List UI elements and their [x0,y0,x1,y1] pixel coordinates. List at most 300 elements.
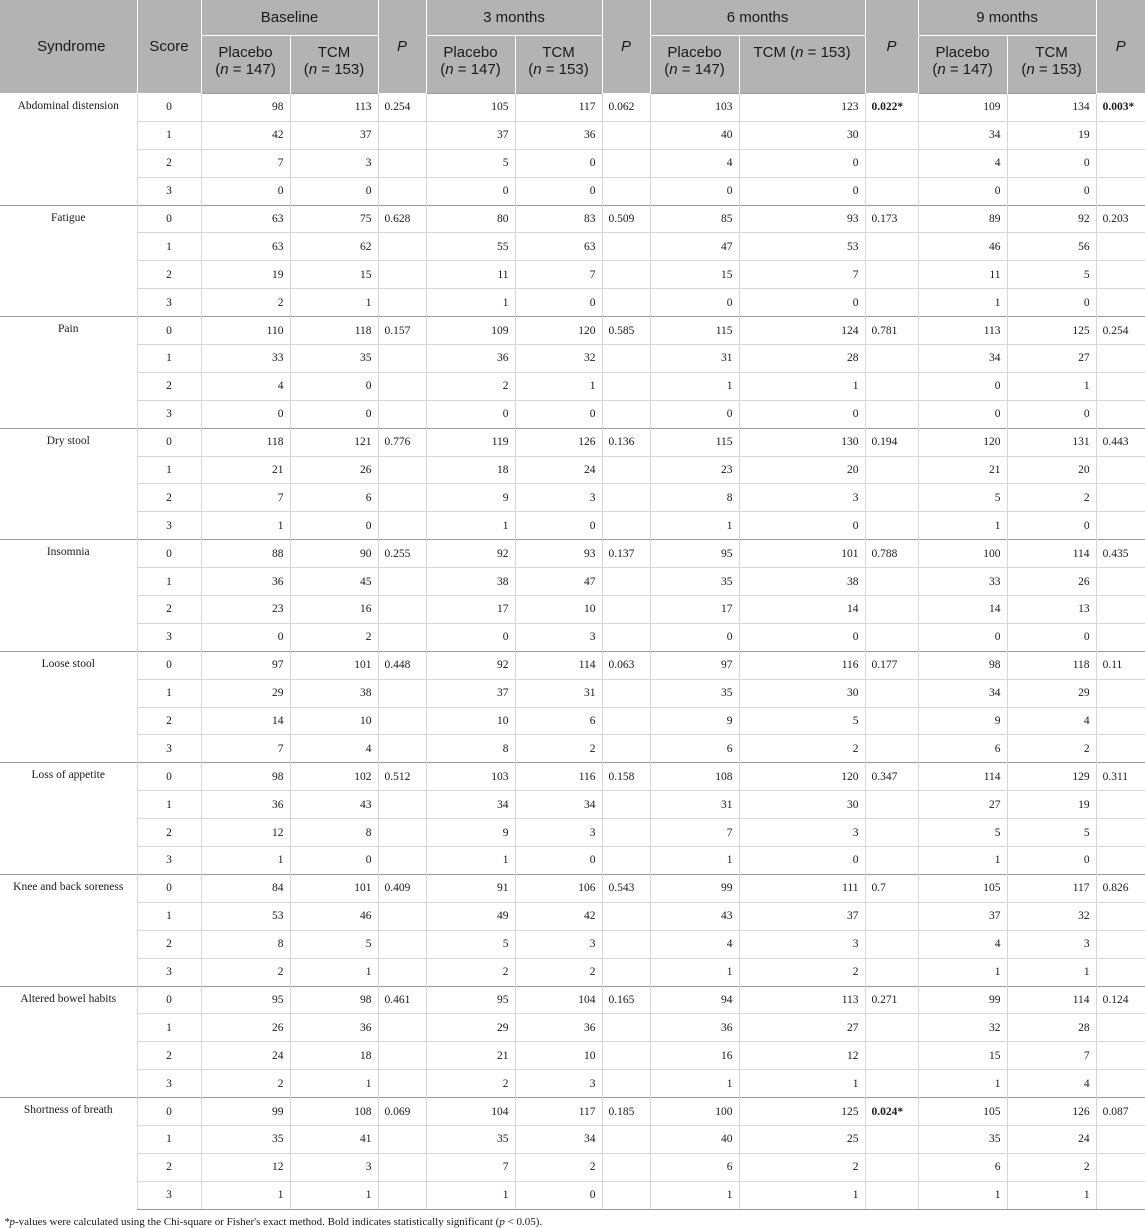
baseline-p-cell [378,1014,426,1042]
m6-placebo-cell: 16 [650,1042,739,1070]
baseline-tcm-cell: 1 [290,1070,378,1098]
baseline-placebo-cell: 29 [201,679,290,707]
m9-p-cell [1096,596,1145,624]
m9-tcm-cell: 114 [1007,986,1096,1014]
m6-p-cell [865,679,918,707]
syndrome-name: Altered bowel habits [0,986,137,1098]
m9-p-cell [1096,568,1145,596]
score-cell: 0 [137,540,201,568]
m9-placebo-cell: 14 [918,596,1007,624]
m6-tcm-cell: 123 [739,94,865,122]
m9-tcm-cell: 7 [1007,1042,1096,1070]
m3-placebo-cell: 9 [426,819,515,847]
m6-placebo-cell: 31 [650,345,739,373]
baseline-tcm-cell: 15 [290,261,378,289]
score-cell: 2 [137,261,201,289]
m3-tcm-cell: 2 [515,735,602,763]
m9-p-cell: 0.203 [1096,205,1145,233]
m9-tcm-cell: 3 [1007,930,1096,958]
m9-placebo-cell: 4 [918,149,1007,177]
m9-tcm-cell: 0 [1007,400,1096,428]
m3-tcm-cell: 31 [515,679,602,707]
m9-p-cell [1096,1070,1145,1098]
score-cell: 0 [137,651,201,679]
m6-placebo-cell: 108 [650,763,739,791]
m6-placebo-cell: 0 [650,400,739,428]
m6-p-cell [865,372,918,400]
baseline-tcm-cell: 0 [290,847,378,875]
m3-placebo-cell: 91 [426,874,515,902]
m3-tcm-cell: 10 [515,1042,602,1070]
m9-placebo-cell: 46 [918,233,1007,261]
header-p-3-months: P [602,0,650,94]
baseline-placebo-cell: 42 [201,121,290,149]
score-cell: 0 [137,205,201,233]
m9-p-cell: 0.087 [1096,1098,1145,1126]
baseline-p-cell: 0.461 [378,986,426,1014]
score-cell: 2 [137,1042,201,1070]
baseline-placebo-cell: 2 [201,1070,290,1098]
m3-placebo-cell: 95 [426,986,515,1014]
m3-p-cell [602,623,650,651]
m9-placebo-cell: 33 [918,568,1007,596]
m9-p-cell [1096,233,1145,261]
baseline-placebo-cell: 7 [201,735,290,763]
m3-p-cell: 0.062 [602,94,650,122]
m3-tcm-cell: 3 [515,1070,602,1098]
score-cell: 3 [137,512,201,540]
m6-tcm-cell: 0 [739,289,865,317]
m6-placebo-cell: 94 [650,986,739,1014]
m6-p-cell: 0.271 [865,986,918,1014]
baseline-tcm-cell: 35 [290,345,378,373]
score-cell: 2 [137,596,201,624]
m9-tcm-cell: 56 [1007,233,1096,261]
score-cell: 0 [137,874,201,902]
m3-tcm-cell: 120 [515,317,602,345]
m6-p-cell: 0.7 [865,874,918,902]
m3-placebo-cell: 0 [426,177,515,205]
m6-placebo-cell: 4 [650,930,739,958]
m9-p-cell [1096,372,1145,400]
score-cell: 1 [137,345,201,373]
header-6-months: 6 months [650,0,865,36]
m9-tcm-cell: 28 [1007,1014,1096,1042]
m3-tcm-cell: 126 [515,428,602,456]
baseline-tcm-cell: 102 [290,763,378,791]
table-row [0,94,1145,122]
syndrome-name: Fatigue [0,205,137,317]
m9-placebo-cell: 15 [918,1042,1007,1070]
table-row [0,819,1145,847]
table-row [0,428,1145,456]
m3-placebo-cell: 103 [426,763,515,791]
baseline-tcm-cell: 75 [290,205,378,233]
m6-p-cell [865,512,918,540]
baseline-tcm-cell: 8 [290,819,378,847]
m3-placebo-cell: 80 [426,205,515,233]
m6-tcm-cell: 28 [739,345,865,373]
baseline-p-cell: 0.776 [378,428,426,456]
m9-tcm-cell: 2 [1007,1153,1096,1181]
m6-p-cell: 0.024* [865,1098,918,1126]
baseline-tcm-cell: 37 [290,121,378,149]
baseline-p-cell [378,679,426,707]
m9-tcm-cell: 4 [1007,1070,1096,1098]
table-row [0,1042,1145,1070]
score-cell: 3 [137,623,201,651]
table-row [0,484,1145,512]
baseline-tcm-cell: 16 [290,596,378,624]
m6-p-cell [865,1042,918,1070]
m9-p-cell [1096,1181,1145,1209]
baseline-p-cell [378,819,426,847]
table-row [0,707,1145,735]
baseline-placebo-cell: 97 [201,651,290,679]
baseline-tcm-cell: 3 [290,149,378,177]
m6-p-cell [865,791,918,819]
baseline-placebo-cell: 2 [201,289,290,317]
m3-tcm-cell: 104 [515,986,602,1014]
m3-tcm-cell: 3 [515,819,602,847]
baseline-p-cell [378,735,426,763]
table-row [0,205,1145,233]
m3-tcm-cell: 3 [515,623,602,651]
m6-tcm-cell: 37 [739,902,865,930]
baseline-tcm-cell: 43 [290,791,378,819]
m9-p-cell [1096,289,1145,317]
baseline-placebo-cell: 21 [201,456,290,484]
baseline-p-cell [378,1125,426,1153]
baseline-placebo-cell: 2 [201,958,290,986]
header-tcm: TCM (n = 153) [739,36,865,94]
m3-p-cell [602,791,650,819]
m9-tcm-cell: 27 [1007,345,1096,373]
baseline-p-cell [378,177,426,205]
m3-placebo-cell: 5 [426,930,515,958]
m6-tcm-cell: 1 [739,1181,865,1209]
score-cell: 1 [137,568,201,596]
baseline-p-cell: 0.254 [378,94,426,122]
m9-tcm-cell: 5 [1007,819,1096,847]
table-row [0,902,1145,930]
m9-p-cell [1096,735,1145,763]
baseline-p-cell [378,623,426,651]
m3-p-cell [602,596,650,624]
m6-p-cell [865,1014,918,1042]
m6-tcm-cell: 1 [739,1070,865,1098]
score-cell: 3 [137,177,201,205]
score-cell: 1 [137,121,201,149]
header-placebo: Placebo (n = 147) [918,36,1007,94]
m6-placebo-cell: 17 [650,596,739,624]
m9-p-cell [1096,958,1145,986]
m9-p-cell: 0.435 [1096,540,1145,568]
baseline-tcm-cell: 3 [290,1153,378,1181]
baseline-tcm-cell: 1 [290,289,378,317]
m9-tcm-cell: 24 [1007,1125,1096,1153]
m3-placebo-cell: 55 [426,233,515,261]
m3-p-cell [602,1014,650,1042]
baseline-p-cell [378,568,426,596]
m3-placebo-cell: 18 [426,456,515,484]
m6-placebo-cell: 1 [650,1181,739,1209]
baseline-placebo-cell: 12 [201,819,290,847]
m3-p-cell [602,679,650,707]
baseline-placebo-cell: 0 [201,177,290,205]
m6-p-cell [865,930,918,958]
m3-placebo-cell: 10 [426,707,515,735]
m9-tcm-cell: 131 [1007,428,1096,456]
m3-placebo-cell: 9 [426,484,515,512]
baseline-p-cell: 0.409 [378,874,426,902]
baseline-placebo-cell: 110 [201,317,290,345]
baseline-p-cell [378,484,426,512]
m6-tcm-cell: 124 [739,317,865,345]
m3-placebo-cell: 49 [426,902,515,930]
syndrome-name: Knee and back soreness [0,874,137,986]
baseline-tcm-cell: 108 [290,1098,378,1126]
m9-placebo-cell: 1 [918,847,1007,875]
m9-tcm-cell: 2 [1007,484,1096,512]
m9-placebo-cell: 1 [918,1181,1007,1209]
m9-placebo-cell: 0 [918,623,1007,651]
baseline-p-cell [378,149,426,177]
m6-p-cell [865,1125,918,1153]
baseline-placebo-cell: 36 [201,791,290,819]
m3-tcm-cell: 63 [515,233,602,261]
m9-placebo-cell: 27 [918,791,1007,819]
m9-p-cell [1096,261,1145,289]
m9-placebo-cell: 0 [918,177,1007,205]
m3-tcm-cell: 3 [515,484,602,512]
m9-tcm-cell: 0 [1007,512,1096,540]
m6-placebo-cell: 47 [650,233,739,261]
m9-p-cell [1096,930,1145,958]
m9-p-cell: 0.254 [1096,317,1145,345]
table-row [0,986,1145,1014]
score-cell: 1 [137,456,201,484]
table-row [0,623,1145,651]
score-cell: 1 [137,1125,201,1153]
m9-placebo-cell: 4 [918,930,1007,958]
baseline-placebo-cell: 26 [201,1014,290,1042]
m9-p-cell [1096,1125,1145,1153]
baseline-placebo-cell: 8 [201,930,290,958]
m9-tcm-cell: 5 [1007,261,1096,289]
m3-placebo-cell: 37 [426,121,515,149]
m3-tcm-cell: 116 [515,763,602,791]
m6-p-cell [865,958,918,986]
m9-tcm-cell: 0 [1007,289,1096,317]
m6-p-cell: 0.177 [865,651,918,679]
m9-p-cell: 0.443 [1096,428,1145,456]
syndrome-name: Insomnia [0,540,137,652]
m9-tcm-cell: 134 [1007,94,1096,122]
m3-p-cell [602,1181,650,1209]
m6-tcm-cell: 2 [739,958,865,986]
baseline-p-cell [378,1153,426,1181]
m3-p-cell [602,1070,650,1098]
m9-p-cell: 0.311 [1096,763,1145,791]
m9-tcm-cell: 26 [1007,568,1096,596]
syndrome-name: Loss of appetite [0,763,137,875]
m3-p-cell: 0.543 [602,874,650,902]
header-placebo: Placebo (n = 147) [426,36,515,94]
baseline-p-cell [378,372,426,400]
baseline-placebo-cell: 14 [201,707,290,735]
m6-tcm-cell: 5 [739,707,865,735]
baseline-placebo-cell: 95 [201,986,290,1014]
m6-placebo-cell: 100 [650,1098,739,1126]
m6-p-cell [865,456,918,484]
m6-p-cell: 0.022* [865,94,918,122]
m3-p-cell [602,930,650,958]
score-cell: 3 [137,289,201,317]
m3-placebo-cell: 104 [426,1098,515,1126]
m6-placebo-cell: 115 [650,317,739,345]
m9-placebo-cell: 6 [918,1153,1007,1181]
m3-p-cell [602,233,650,261]
table-row [0,400,1145,428]
m6-p-cell: 0.781 [865,317,918,345]
m3-tcm-cell: 83 [515,205,602,233]
m9-placebo-cell: 1 [918,289,1007,317]
score-cell: 2 [137,372,201,400]
baseline-tcm-cell: 0 [290,372,378,400]
m6-placebo-cell: 1 [650,512,739,540]
m9-p-cell [1096,819,1145,847]
m6-placebo-cell: 0 [650,623,739,651]
m3-tcm-cell: 2 [515,958,602,986]
baseline-p-cell: 0.069 [378,1098,426,1126]
m6-placebo-cell: 7 [650,819,739,847]
m3-tcm-cell: 47 [515,568,602,596]
m9-tcm-cell: 0 [1007,149,1096,177]
m6-placebo-cell: 35 [650,568,739,596]
m6-placebo-cell: 0 [650,177,739,205]
m9-p-cell [1096,149,1145,177]
m9-placebo-cell: 105 [918,874,1007,902]
m3-p-cell: 0.158 [602,763,650,791]
table-row [0,1153,1145,1181]
m6-placebo-cell: 1 [650,1070,739,1098]
m6-tcm-cell: 27 [739,1014,865,1042]
syndrome-name: Shortness of breath [0,1098,137,1210]
baseline-p-cell: 0.255 [378,540,426,568]
m6-tcm-cell: 7 [739,261,865,289]
m9-p-cell: 0.11 [1096,651,1145,679]
m6-placebo-cell: 1 [650,958,739,986]
m3-placebo-cell: 2 [426,1070,515,1098]
m9-placebo-cell: 1 [918,958,1007,986]
m6-placebo-cell: 103 [650,94,739,122]
baseline-p-cell [378,902,426,930]
table-row [0,847,1145,875]
m6-tcm-cell: 38 [739,568,865,596]
m9-placebo-cell: 5 [918,819,1007,847]
baseline-placebo-cell: 7 [201,484,290,512]
m3-tcm-cell: 34 [515,1125,602,1153]
m9-p-cell [1096,707,1145,735]
m9-placebo-cell: 11 [918,261,1007,289]
m6-tcm-cell: 120 [739,763,865,791]
syndrome-name: Loose stool [0,651,137,763]
m9-p-cell: 0.124 [1096,986,1145,1014]
table-row [0,317,1145,345]
table-row [0,177,1145,205]
m9-placebo-cell: 34 [918,679,1007,707]
m9-tcm-cell: 118 [1007,651,1096,679]
m6-p-cell [865,149,918,177]
score-cell: 2 [137,930,201,958]
m9-placebo-cell: 105 [918,1098,1007,1126]
baseline-placebo-cell: 118 [201,428,290,456]
baseline-tcm-cell: 36 [290,1014,378,1042]
m9-p-cell: 0.003* [1096,94,1145,122]
m9-placebo-cell: 34 [918,345,1007,373]
m9-placebo-cell: 99 [918,986,1007,1014]
m6-p-cell [865,707,918,735]
baseline-placebo-cell: 1 [201,847,290,875]
m3-placebo-cell: 1 [426,847,515,875]
m3-p-cell [602,149,650,177]
table-row [0,289,1145,317]
m3-p-cell: 0.585 [602,317,650,345]
m3-tcm-cell: 117 [515,94,602,122]
score-cell: 0 [137,986,201,1014]
m6-tcm-cell: 0 [739,177,865,205]
table-row [0,651,1145,679]
m6-placebo-cell: 40 [650,121,739,149]
m9-p-cell [1096,512,1145,540]
m3-placebo-cell: 29 [426,1014,515,1042]
baseline-p-cell [378,1181,426,1209]
m9-placebo-cell: 6 [918,735,1007,763]
table-row [0,1181,1145,1209]
baseline-tcm-cell: 5 [290,930,378,958]
score-cell: 3 [137,400,201,428]
m9-placebo-cell: 0 [918,400,1007,428]
m9-tcm-cell: 125 [1007,317,1096,345]
m6-tcm-cell: 130 [739,428,865,456]
baseline-tcm-cell: 1 [290,1181,378,1209]
baseline-tcm-cell: 46 [290,902,378,930]
header-3-months: 3 months [426,0,602,36]
table-row [0,1098,1145,1126]
m6-p-cell [865,902,918,930]
m9-placebo-cell: 34 [918,121,1007,149]
score-cell: 3 [137,958,201,986]
baseline-p-cell: 0.448 [378,651,426,679]
m9-placebo-cell: 1 [918,1070,1007,1098]
score-cell: 2 [137,707,201,735]
m6-tcm-cell: 0 [739,400,865,428]
m6-p-cell [865,623,918,651]
m6-p-cell [865,289,918,317]
m3-placebo-cell: 1 [426,289,515,317]
baseline-placebo-cell: 35 [201,1125,290,1153]
baseline-p-cell [378,791,426,819]
m6-tcm-cell: 30 [739,121,865,149]
m3-p-cell [602,484,650,512]
m6-tcm-cell: 0 [739,512,865,540]
m6-p-cell [865,1070,918,1098]
m3-p-cell: 0.165 [602,986,650,1014]
m3-p-cell: 0.137 [602,540,650,568]
m3-tcm-cell: 2 [515,1153,602,1181]
baseline-tcm-cell: 98 [290,986,378,1014]
